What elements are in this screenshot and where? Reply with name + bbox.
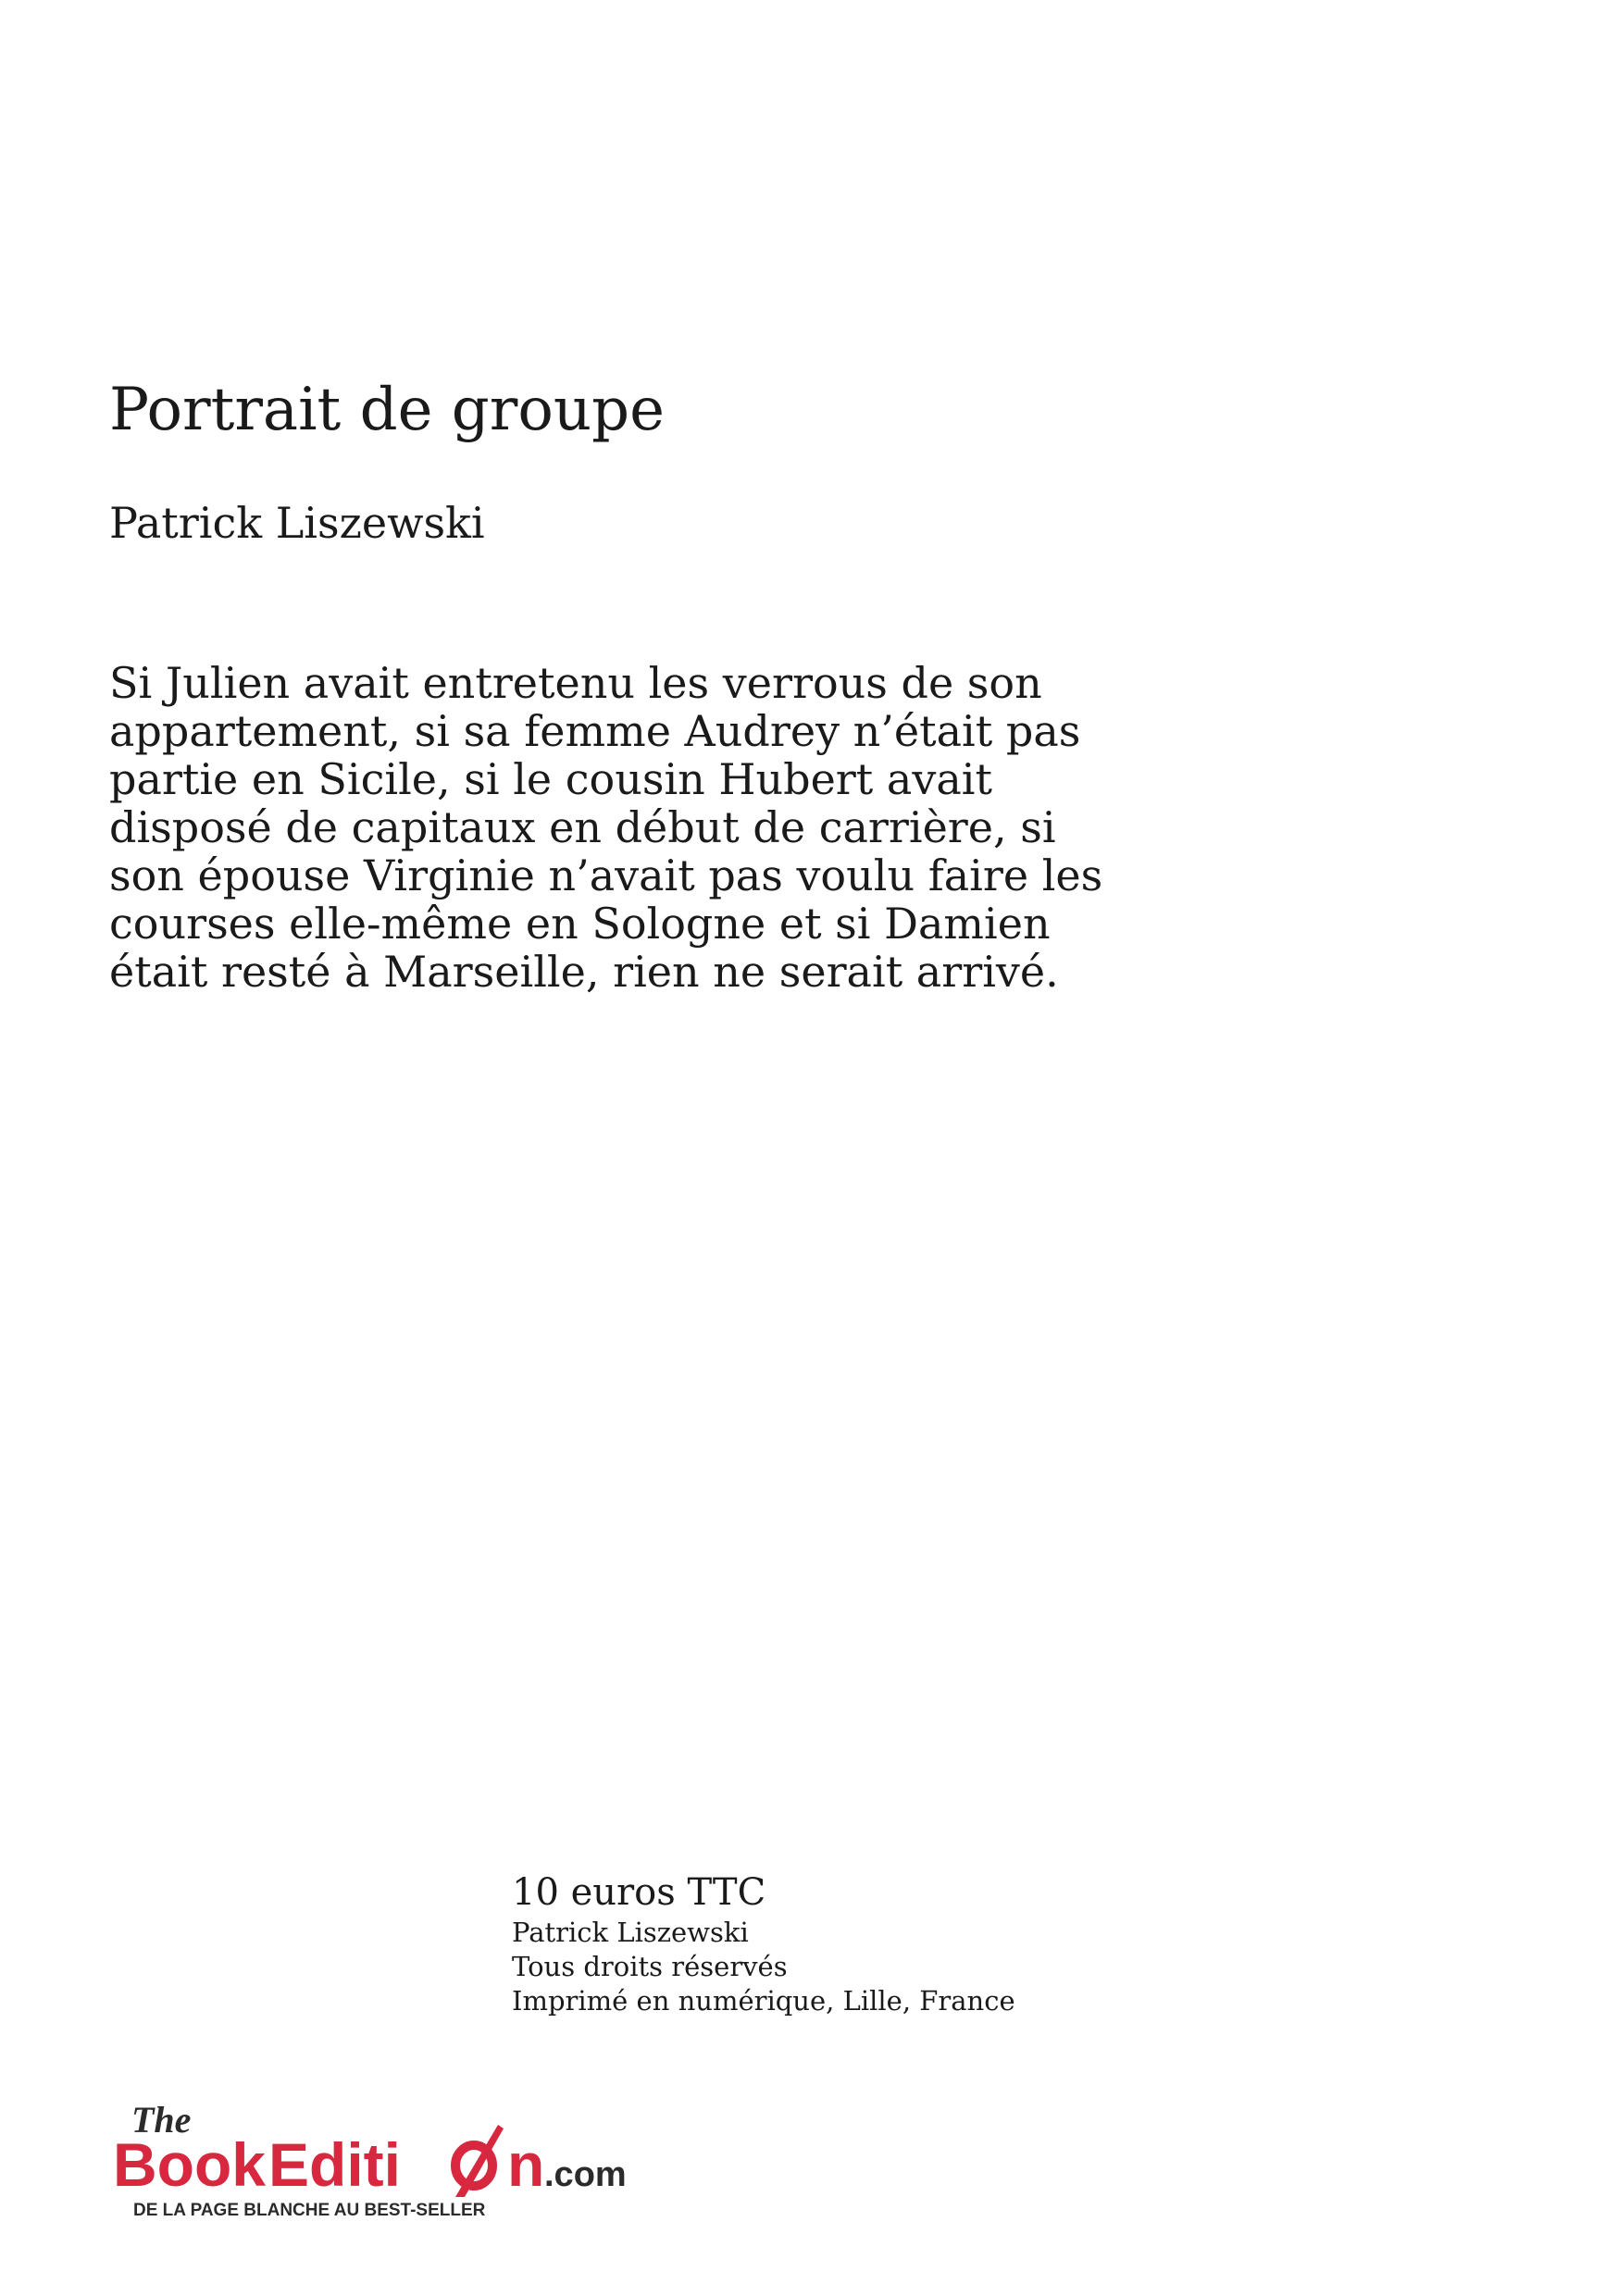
logo-book: Book (113, 2130, 266, 2199)
print-notice: Imprimé en numérique, Lille, France (512, 1985, 1015, 2017)
blurb-line: était resté à Marseille, rien ne serait arrivé. (109, 947, 1059, 997)
logo-edition-end: n (507, 2130, 545, 2199)
logo-edition: Editi (268, 2130, 401, 2199)
quill-icon (455, 2125, 504, 2197)
logo-the: The (131, 2101, 192, 2141)
blurb-line: son épouse Virginie n’avait pas voulu faire les (109, 850, 1103, 900)
blurb-line: courses elle-même en Sologne et si Damien (109, 899, 1051, 949)
rights-notice: Tous droits réservés (512, 1951, 788, 1982)
colophon (512, 1869, 1015, 2018)
thebookedition-logo (111, 2101, 703, 2221)
blurb-line: appartement, si sa femme Audrey n’était pas (109, 706, 1081, 756)
colophon-author: Patrick Liszewski (512, 1917, 749, 1948)
blurb-line: Si Julien avait entretenu les verrous de son (109, 658, 1042, 708)
logo-dotcom: .com (544, 2155, 627, 2194)
blurb-line: disposé de capitaux en début de carrière, si (109, 802, 1056, 852)
book-title: Portrait de groupe (109, 376, 665, 444)
logo-tagline: DE LA PAGE BLANCHE AU BEST-SELLER (133, 2201, 486, 2220)
blurb-line: partie en Sicile, si le cousin Hubert avait (109, 754, 992, 804)
price: 10 euros TTC (512, 1871, 766, 1914)
book-blurb (109, 659, 1257, 996)
book-author: Patrick Liszewski (109, 498, 485, 548)
publisher-logo (111, 2101, 703, 2221)
